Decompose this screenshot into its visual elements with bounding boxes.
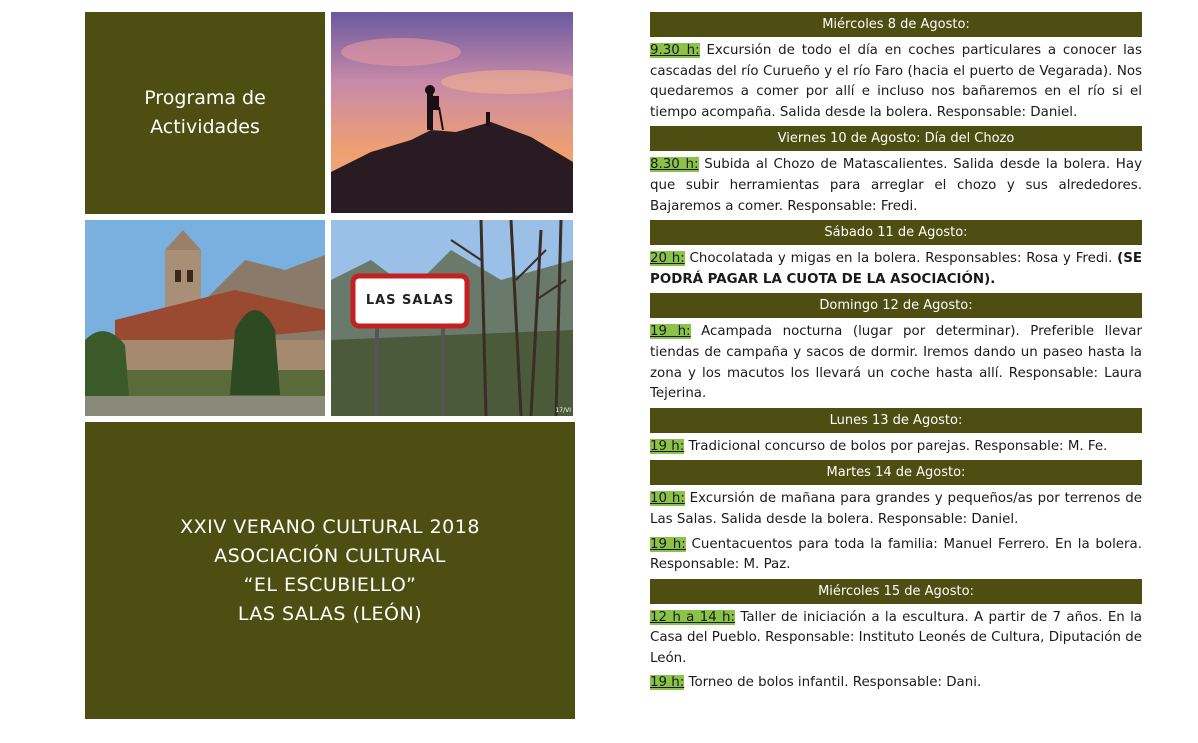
photo-church xyxy=(85,220,325,416)
day-header: Miércoles 8 de Agosto: xyxy=(650,12,1142,37)
event-text: Torneo de bolos infantil. Responsable: Dani. xyxy=(684,675,982,691)
schedule-item xyxy=(650,608,1142,670)
day-header: Viernes 10 de Agosto: Día del Chozo xyxy=(650,126,1142,151)
main-title-line: ASOCIACIÓN CULTURAL xyxy=(214,544,446,567)
event-time: 20 h: xyxy=(650,251,685,267)
day-header: Miércoles 15 de Agosto: xyxy=(650,579,1142,604)
event-title-box xyxy=(85,422,575,719)
day-header: Domingo 12 de Agosto: xyxy=(650,293,1142,318)
program-title-box xyxy=(85,12,325,214)
event-time: 19 h: xyxy=(650,324,691,340)
event-time: 8.30 h: xyxy=(650,157,699,173)
event-note: (SE PODRÁ PAGAR LA CUOTA DE LA ASOCIACIÓN). xyxy=(650,251,1143,287)
event-time: 19 h: xyxy=(650,438,685,454)
photo-hiker-sunset xyxy=(331,12,573,213)
event-text: Excursión de mañana para grandes y pequeños/as por terrenos de Las Salas. Salida desde la bolera. Responsable: Daniel. xyxy=(650,491,1142,527)
event-time: 12 h a 14 h: xyxy=(650,609,736,625)
photo-credit: 17/VI xyxy=(555,407,571,414)
event-text: Tradicional concurso de bolos por parejas. Responsable: M. Fe. xyxy=(684,438,1108,454)
event-text: Chocolatada y migas en la bolera. Responsables: Rosa y Fredi. xyxy=(684,251,1118,267)
sign-text: LAS SALAS xyxy=(365,293,455,308)
day-header: Martes 14 de Agosto: xyxy=(650,460,1142,485)
schedule-item xyxy=(650,437,1142,458)
main-title-line: “EL ESCUBIELLO” xyxy=(243,573,417,596)
program-title-line: Actividades xyxy=(150,116,260,138)
schedule-item xyxy=(650,535,1142,576)
event-text: Acampada nocturna (lugar por determinar). Preferible llevar tiendas de campaña y sacos de dormir. Iremos dando un paseo hasta la zona y los macutos los llevará un coche hasta allí. Responsable: Laura Tejerina. xyxy=(650,324,1142,402)
photo-las-salas-sign xyxy=(331,220,573,416)
event-time: 19 h: xyxy=(650,536,686,552)
schedule-item xyxy=(650,322,1142,404)
schedule-item xyxy=(650,249,1142,290)
event-text: Subida al Chozo de Matascalientes. Salida desde la bolera. Hay que subir herramientas para arreglar el chozo y sus alrededores. Bajaremos a comer. Responsable: Fredi. xyxy=(650,157,1142,214)
schedule-item xyxy=(650,155,1142,217)
event-time: 10 h: xyxy=(650,491,685,507)
main-title-line: LAS SALAS (LEÓN) xyxy=(237,602,423,625)
event-text: Cuentacuentos para toda la familia: Manuel Ferrero. En la bolera. Responsable: M. Paz. xyxy=(650,536,1142,573)
schedule xyxy=(650,12,1142,697)
event-time: 9.30 h: xyxy=(650,43,700,58)
main-title-line: XXIV VERANO CULTURAL 2018 xyxy=(180,515,480,538)
program-title-line: Programa de xyxy=(144,87,266,109)
event-text: Taller de iniciación a la escultura. A partir de 7 años. En la Casa del Pueblo. Responsable: Instituto Leonés de Cultura, Diputación de León. xyxy=(650,609,1143,666)
event-text: Excursión de todo el día en coches particulares a conocer las cascadas del río Curueño y el río Faro (hacia el puerto de Vegarada). Nos quedaremos a comer por allí e incluso nos bañaremos en el río si el tiempo acompaña. Salida desde la bolera. Responsable: Daniel. xyxy=(650,43,1142,120)
event-time: 19 h: xyxy=(650,675,685,691)
schedule-item xyxy=(650,489,1142,530)
day-header: Sábado 11 de Agosto: xyxy=(650,220,1142,245)
day-header: Lunes 13 de Agosto: xyxy=(650,408,1142,433)
schedule-item xyxy=(650,41,1142,123)
schedule-item xyxy=(650,673,1142,694)
